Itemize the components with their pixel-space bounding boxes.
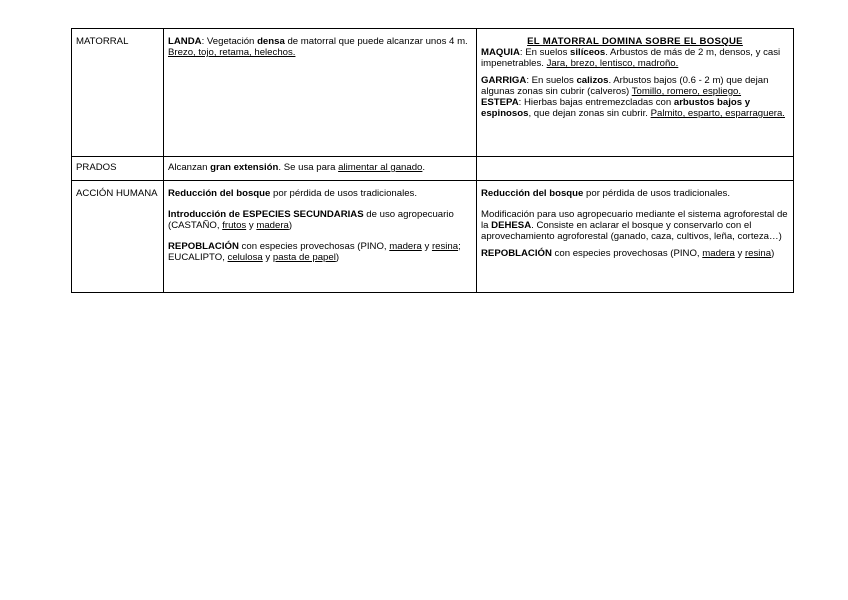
reduccion-paragraph: [481, 188, 789, 199]
term-bold: Introducción de ESPECIES SECUNDARIAS: [168, 209, 364, 220]
introduccion-paragraph: [168, 209, 472, 231]
examples-underlined: Palmito, esparto, esparraguera.: [650, 108, 785, 119]
category-label: PRADOS: [76, 162, 117, 173]
category-label: ACCIÓN HUMANA: [76, 188, 158, 199]
description-cell: [164, 157, 477, 181]
text-span: . Arbustos bajos (0.6 - 2 m) que dejan algunas zonas sin cubrir (calveros): [481, 75, 769, 97]
table-row-matorral: [72, 29, 794, 157]
text-span: Alcanzan: [168, 162, 211, 173]
term-bold: MAQUIA: [481, 47, 520, 58]
text-span: y: [421, 241, 432, 252]
term-bold: REPOBLACIÓN: [481, 248, 552, 259]
examples-underlined: alimentar al ganado: [338, 162, 423, 173]
examples-underlined: frutos: [222, 220, 247, 231]
term-bold: ESTEPA: [481, 97, 519, 108]
term-bold: REPOBLACIÓN: [168, 241, 239, 252]
examples-underlined: madera: [702, 248, 735, 259]
text-span: . Consiste en aclarar el bosque y conservarlo con el aprovechamiento agroforestal (ganado, caza, cultivos, leña, corteza…): [481, 220, 782, 242]
examples-underlined: Brezo, tojo, retama, helechos.: [168, 47, 296, 58]
examples-underlined: resina: [431, 241, 459, 252]
term-bold: Reducción del bosque: [168, 188, 271, 199]
term-bold: DEHESA: [491, 220, 532, 231]
maquia-paragraph: [481, 47, 789, 69]
text-span: . Arbustos de más de 2 m, densos, y casi impenetrables.: [481, 47, 781, 69]
description-cell: [164, 181, 477, 293]
table-row-prados: [72, 157, 794, 181]
table-row-accion-humana: [72, 181, 794, 293]
text-span: por pérdida de usos tradicionales.: [583, 188, 731, 199]
text-span: : Hierbas bajas entremezcladas con: [518, 97, 674, 108]
description-cell: [477, 181, 794, 293]
category-cell: [72, 29, 164, 157]
landa-paragraph: [168, 36, 472, 58]
examples-underlined: celulosa: [227, 252, 263, 263]
term-bold: calizos: [576, 75, 609, 86]
text-span: con especies provechosas (PINO,: [551, 248, 703, 259]
estepa-paragraph: [481, 97, 789, 119]
repoblacion-paragraph: [481, 248, 789, 259]
text-span: . Se usa para: [278, 162, 339, 173]
term-bold: GARRIGA: [481, 75, 527, 86]
garriga-paragraph: [481, 75, 789, 97]
empty-cell: [477, 157, 794, 181]
term-bold: LANDA: [168, 36, 202, 47]
examples-underlined: pasta de papel: [272, 252, 336, 263]
examples-underlined: Jara, brezo, lentisco, madroño.: [546, 58, 679, 69]
text-span: : En suelos: [526, 75, 577, 86]
dehesa-paragraph: [481, 209, 789, 242]
repoblacion-paragraph: [168, 241, 472, 263]
text-span: y: [734, 248, 745, 259]
text-span: de matorral que puede alcanzar unos 4 m.: [284, 36, 468, 47]
category-cell: [72, 157, 164, 181]
text-span: : Vegetación: [201, 36, 258, 47]
term-bold: gran extensión: [210, 162, 279, 173]
examples-underlined: madera: [389, 241, 422, 252]
text-span: por pérdida de usos tradicionales.: [270, 188, 418, 199]
text-span: de uso agropecuario (CASTAÑO,: [168, 209, 454, 231]
prados-paragraph: [168, 162, 472, 173]
text-span: ): [771, 248, 775, 259]
examples-underlined: Tomillo, romero, espliego.: [631, 86, 742, 97]
term-bold: arbustos bajos y espinosos: [481, 97, 751, 119]
examples-underlined: madera: [256, 220, 289, 231]
term-bold: densa: [257, 36, 285, 47]
description-cell: [477, 29, 794, 157]
text-span: con especies provechosas (PINO,: [238, 241, 390, 252]
text-span: , que dejan zonas sin cubrir.: [528, 108, 651, 119]
category-cell: [72, 181, 164, 293]
text-span: y: [246, 220, 257, 231]
text-span: .: [422, 162, 426, 173]
vegetation-table: [71, 28, 794, 293]
examples-underlined: resina: [744, 248, 772, 259]
description-cell: [164, 29, 477, 157]
category-label: MATORRAL: [76, 36, 129, 47]
text-span: Modificación para uso agropecuario mediante el sistema agroforestal de la: [481, 209, 788, 231]
section-heading: EL MATORRAL DOMINA SOBRE EL BOSQUE: [527, 36, 743, 47]
term-bold: Reducción del bosque: [481, 188, 584, 199]
text-span: ): [288, 220, 293, 231]
text-span: y: [262, 252, 273, 263]
text-span: : En suelos: [519, 47, 571, 58]
text-span: ; EUCALIPTO,: [168, 241, 461, 263]
reduccion-paragraph: [168, 188, 472, 199]
term-bold: silíceos: [570, 47, 606, 58]
text-span: ): [335, 252, 340, 263]
